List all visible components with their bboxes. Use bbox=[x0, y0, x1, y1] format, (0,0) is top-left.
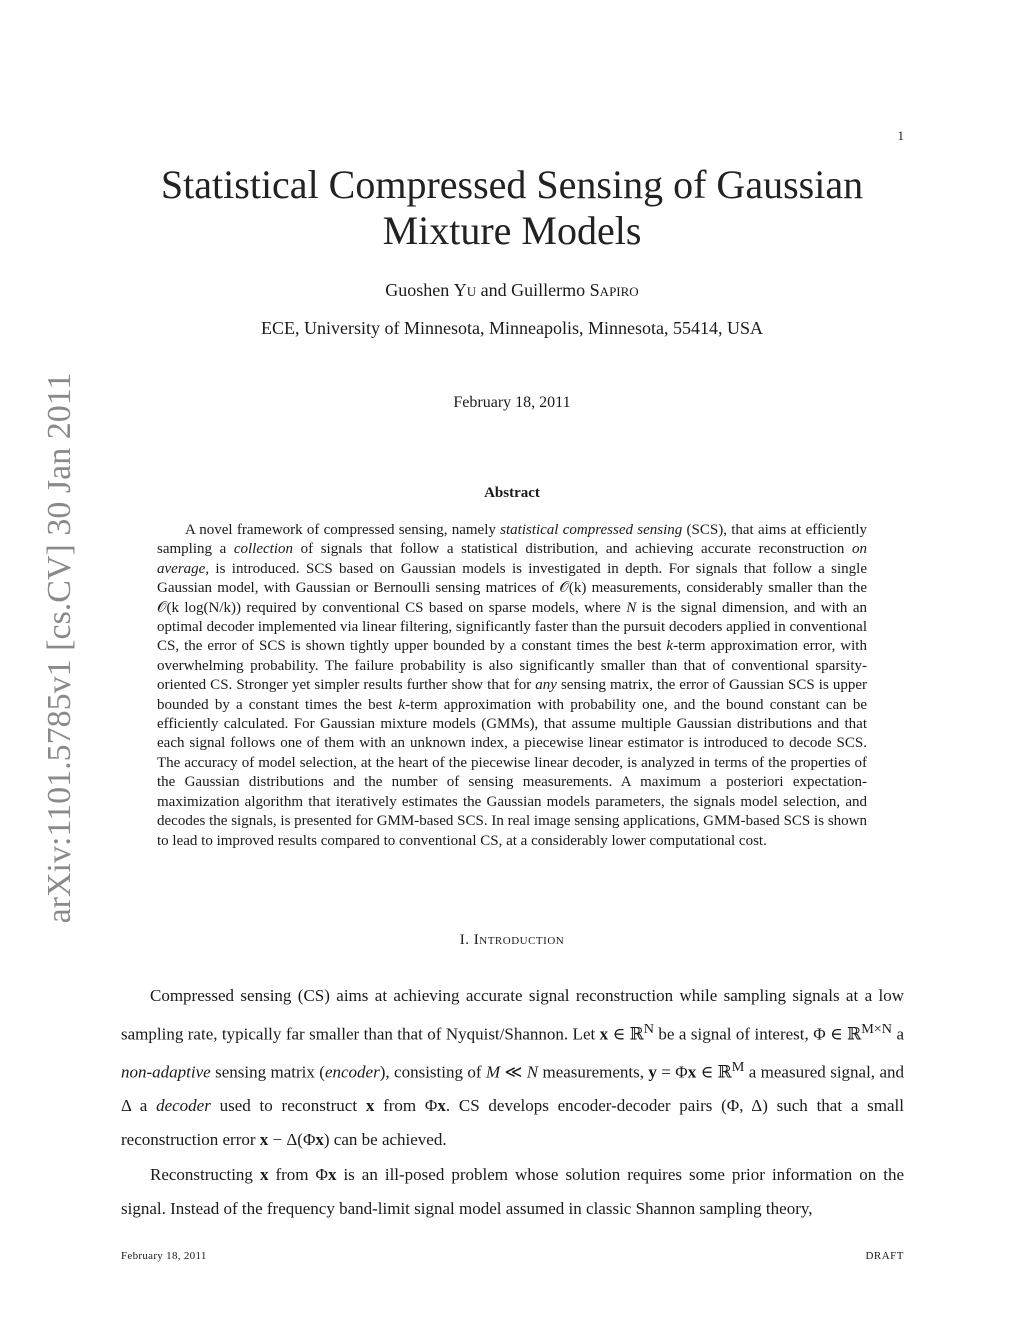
math-superscript: M bbox=[731, 1058, 745, 1075]
math-italic: M bbox=[485, 1062, 501, 1082]
author-list bbox=[100, 280, 924, 301]
abstract-body bbox=[157, 521, 867, 851]
abstract-text: -term approximation with probability one, and the bound constant can be efficiently calculated. For Gaussian mixture models (GMMs), that assume multiple Gaussian distributions and that each signal follows one of them with an unknown index, a piecewise linear estimator is introduced to decode SCS. The accuracy of model selection, at the heart of the piecewise linear decoder, is analyzed in terms of the properties of the Gaussian distributions and the number of sensing measurements. A maximum a posteriori expectation-maximization algorithm that iteratively estimates the Gaussian models parameters, the signals model selection, and decodes the signals, is presented for GMM-based SCS. In real image sensing applications, GMM-based SCS is shown to lead to improved results compared to conventional CS, at a considerably lower computational cost. bbox=[157, 696, 867, 849]
abstract-text: , is introduced. SCS based on Gaussian models is investigated in depth. For signals that follow a single Gaussian model, with Gaussian or Bernoulli sensing matrices of 𝒪(k) measurements, considerably smaller than the 𝒪(k log(N/k)) required by conventional CS based on sparse models, where bbox=[157, 560, 867, 616]
abstract-text: A novel framework of compressed sensing, namely bbox=[185, 522, 501, 538]
intro-paragraph-1 bbox=[121, 979, 904, 1156]
author-1-given-name: Guoshen bbox=[385, 280, 450, 300]
abstract-text: -term approximation error, with overwhelming probability. The failure probability is also significantly smaller than that of conventional sparsity-oriented CS. Stronger yet simpler results further show that for bbox=[157, 638, 867, 694]
body-text: ), consisting of bbox=[379, 1062, 486, 1082]
body-text: is an ill-posed problem whose solution requires some prior information on the signal. Instead of the frequency band-limit signal model assumed in classic Shannon sampling theory, bbox=[121, 1165, 904, 1218]
body-text: a bbox=[892, 1024, 904, 1044]
author-1-family-name: Yu bbox=[453, 280, 477, 300]
math-superscript: M×N bbox=[861, 1020, 893, 1037]
abstract-emphasis: statistical compressed sensing bbox=[500, 522, 683, 538]
body-text: ≪ bbox=[500, 1062, 527, 1082]
math-bold: y bbox=[648, 1062, 657, 1082]
body-text: ∈ ℝ bbox=[608, 1024, 644, 1044]
math-bold: x bbox=[599, 1024, 609, 1044]
body-emphasis: decoder bbox=[156, 1096, 211, 1116]
math-bold: x bbox=[365, 1096, 375, 1116]
body-text: Reconstructing bbox=[150, 1165, 260, 1184]
math-bold: x bbox=[687, 1062, 697, 1082]
affiliation: ECE, University of Minnesota, Minneapolis, Minnesota, 55414, USA bbox=[261, 318, 763, 338]
math-bold: x bbox=[259, 1129, 269, 1149]
author-2-given-name: Guillermo bbox=[511, 280, 586, 300]
section-heading-introduction bbox=[100, 932, 924, 949]
abstract-text: (SCS), that aims at efficiently sampling a bbox=[157, 522, 867, 558]
abstract-heading: Abstract bbox=[484, 485, 540, 501]
author-conjunction: and bbox=[480, 280, 507, 300]
body-text: sensing matrix ( bbox=[210, 1062, 325, 1082]
footer-draft-label: DRAFT bbox=[865, 1250, 904, 1262]
abstract-emphasis: k bbox=[666, 638, 674, 655]
body-text: = Φ bbox=[656, 1062, 688, 1082]
abstract-text: is the signal dimension, and with an optimal decoder implemented via linear filtering, significantly faster than the pursuit decoders applied in conventional CS, the error of SCS is shown tightly upper bounded by a constant times the best bbox=[157, 599, 867, 655]
abstract-emphasis: on average bbox=[157, 541, 867, 577]
abstract-emphasis: N bbox=[626, 599, 637, 616]
body-text: . CS develops encoder-decoder pairs (Φ, Δ) such that a small reconstruction error bbox=[121, 1096, 904, 1149]
author-2-family-name: Sapiro bbox=[589, 280, 639, 300]
body-text: be a signal of interest, Φ ∈ ℝ bbox=[653, 1024, 862, 1044]
math-superscript: N bbox=[643, 1020, 654, 1037]
body-text: from Φ bbox=[374, 1096, 438, 1116]
body-text: − Δ(Φ bbox=[268, 1129, 316, 1149]
abstract-text: of signals that follow a statistical distribution, and achieving accurate reconstruction bbox=[293, 541, 852, 558]
math-bold: x bbox=[315, 1129, 324, 1149]
body-text: ) can be achieved. bbox=[323, 1129, 447, 1149]
section-title: ntroduction bbox=[479, 932, 565, 948]
body-text: Compressed sensing (CS) aims at achieving accurate signal reconstruction while sampling signals at a low sampling rate, typically far smaller than that of Nyquist/Shannon. Let bbox=[121, 986, 904, 1044]
abstract-emphasis: collection bbox=[233, 541, 294, 558]
section-number: I. I bbox=[459, 932, 480, 948]
body-emphasis: non-adaptive bbox=[121, 1062, 211, 1082]
body-emphasis: encoder bbox=[324, 1062, 380, 1082]
abstract-emphasis: k bbox=[398, 696, 406, 713]
title-line-2: Mixture Models bbox=[382, 208, 642, 253]
body-text: ∈ ℝ bbox=[696, 1062, 732, 1082]
body-text: measurements, bbox=[538, 1062, 649, 1082]
footer-date: February 18, 2011 bbox=[121, 1250, 207, 1262]
arxiv-identifier-stamp: arXiv:1101.5785v1 [cs.CV] 30 Jan 2011 bbox=[41, 372, 78, 924]
math-bold: x bbox=[437, 1096, 446, 1116]
body-text: from Φ bbox=[268, 1165, 328, 1184]
paper-title bbox=[100, 162, 924, 254]
title-line-1: Statistical Compressed Sensing of Gaussian bbox=[160, 162, 864, 207]
page-number: 1 bbox=[897, 128, 904, 143]
paper-date: February 18, 2011 bbox=[453, 394, 571, 411]
body-text: a measured signal, and Δ a bbox=[121, 1062, 905, 1116]
abstract-text: sensing matrix, the error of Gaussian SCS is upper bounded by a constant times the best bbox=[157, 677, 867, 713]
abstract-emphasis: any bbox=[535, 677, 557, 694]
math-italic: N bbox=[526, 1062, 539, 1082]
math-bold: x bbox=[259, 1165, 269, 1184]
body-text: used to reconstruct bbox=[210, 1096, 366, 1116]
math-bold: x bbox=[327, 1165, 337, 1184]
intro-paragraph-2 bbox=[121, 1158, 904, 1225]
